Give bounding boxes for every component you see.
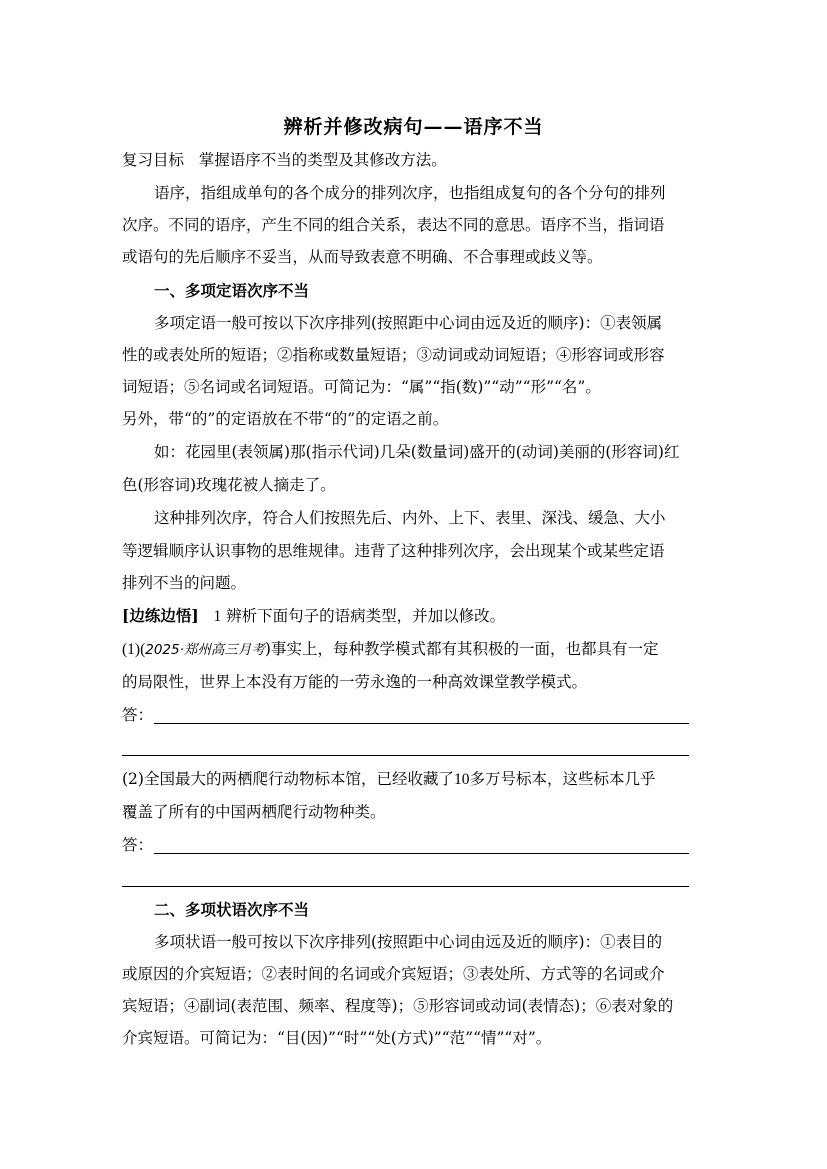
answer-line[interactable] (122, 755, 689, 756)
section2-para-line: 多项状语一般可按以下次序排列(按照距中心词由远及近的顺序)：①表目的 (154, 933, 663, 951)
section2-para-line: 宾短语；④副词(表范围、频率、程度等)；⑤形容词或动词(表情态)；⑥表对象的 (122, 997, 674, 1015)
question-2-line (122, 769, 655, 790)
q1-prefix: (1)( (122, 641, 146, 658)
answer-label: 答： (122, 836, 154, 854)
example-line: 如：花园里(表领属)那(指示代词)几朵(数量词)盛开的(动词)美丽的(形容词)红 (154, 443, 680, 461)
page-title: 辨析并修改病句——语序不当 (283, 116, 544, 138)
section2-para-line: 介宾短语。可简记为：“目(因)”“时”“处(方式)”“范”“情”“对”。 (122, 1029, 552, 1047)
answer-line[interactable] (122, 886, 689, 887)
section1-para2-line: 等逻辑顺序认识事物的思维规律。违背了这种排列次序，会出现某个或某些定语 (122, 542, 665, 560)
q2-text-b: 多万号标本，这些标本几乎 (469, 770, 656, 788)
intro-line: 次序。不同的语序，产生不同的组合关系，表达不同的意思。语序不当，指词语 (122, 216, 665, 234)
section2-heading: 二、多项状语次序不当 (154, 900, 310, 919)
q2-number: 10 (453, 771, 470, 788)
section1-heading: 一、多项定语次序不当 (154, 281, 310, 300)
answer-label: 答： (122, 706, 154, 724)
section2-para-line: 或原因的介宾短语；②表时间的名词或介宾短语；③表处所、方式等的名词或介 (122, 965, 665, 983)
practice-instruction: 辨析下面句子的语病类型，并加以修改。 (226, 607, 506, 625)
q2-text-a: (2)全国最大的两栖爬行动物标本馆，已经收藏了 (122, 770, 454, 788)
q1-source: 2025·郑州高三月考 (145, 642, 265, 658)
goal-label: 复习目标 (122, 151, 185, 169)
intro-line: 语序，指组成单句的各个成分的排列次序，也指组成复句的各个分句的排列 (154, 184, 666, 202)
goal-text: 掌握语序不当的类型及其修改方法。 (198, 151, 447, 169)
practice-number: 1 (213, 608, 222, 625)
example-line: 色(形容词)玫瑰花被人摘走了。 (122, 476, 336, 494)
question-2-line: 覆盖了所有的中国两栖爬行动物种类。 (122, 803, 386, 821)
intro-line: 或语句的先后顺序不妥当，从而导致表意不明确、不合事理或歧义等。 (122, 248, 603, 266)
section1-para2-line: 这种排列次序，符合人们按照先后、内外、上下、表里、深浅、缓急、大小 (154, 509, 666, 527)
practice-header (122, 606, 505, 627)
review-goal (122, 150, 447, 170)
question-1-line (122, 639, 658, 660)
section1-para-line: 性的或表处所的短语；②指称或数量短语；③动词或动词短语；④形容词或形容 (122, 346, 665, 364)
q1-suffix: )事实上，每种教学模式都有其积极的一面，也都具有一定 (264, 640, 659, 658)
practice-tag: [边练边悟] (122, 606, 199, 625)
question-1-line: 的局限性，世界上本没有万能的一劳永逸的一种高效课堂教学模式。 (122, 673, 588, 691)
section1-para-line: 词短语；⑤名词或名词短语。可简记为：“属”“指(数)”“动”“形”“名”。 (122, 378, 601, 396)
section1-para-line: 另外，带“的”的定语放在不带“的”的定语之前。 (122, 410, 449, 428)
answer-line[interactable] (154, 853, 689, 854)
section1-para2-line: 排列不当的问题。 (122, 574, 247, 592)
answer-line[interactable] (154, 723, 689, 724)
section1-para-line: 多项定语一般可按以下次序排列(按照距中心词由远及近的顺序)：①表领属 (154, 314, 663, 332)
